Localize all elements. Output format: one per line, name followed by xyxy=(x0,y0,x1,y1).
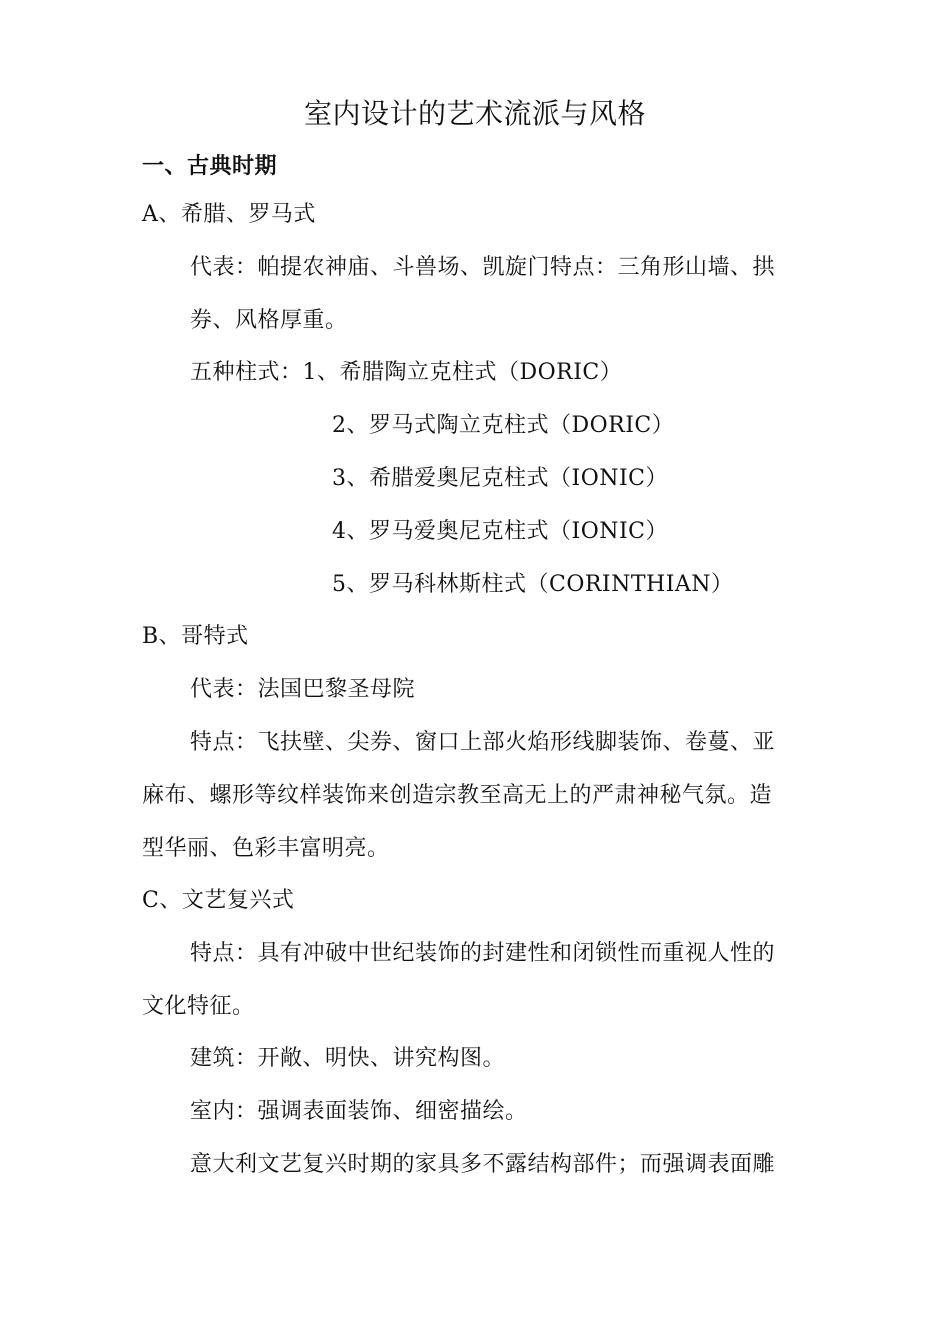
column-order-item: 5、罗马科林斯柱式（CORINTHIAN） xyxy=(332,572,734,597)
column-order-item: 3、希腊爱奥尼克柱式（IONIC） xyxy=(332,466,668,491)
paragraph-line: 麻布、螺形等纹样装饰来创造宗教至高无上的严肃神秘气氛。造 xyxy=(142,783,773,808)
paragraph-line: 文化特征。 xyxy=(142,994,255,1019)
subsection-heading-a: A、希腊、罗马式 xyxy=(142,202,316,227)
column-order-item: 2、罗马式陶立克柱式（DORIC） xyxy=(332,413,675,438)
paragraph-line: 意大利文艺复兴时期的家具多不露结构部件；而强调表面雕 xyxy=(190,1152,776,1177)
paragraph-line: 代表：法国巴黎圣母院 xyxy=(190,677,416,702)
paragraph-line: 特点：飞扶壁、尖券、窗口上部火焰形线脚装饰、卷蔓、亚 xyxy=(190,730,776,755)
paragraph-line: 代表：帕提农神庙、斗兽场、凯旋门特点：三角形山墙、拱 xyxy=(190,255,776,280)
paragraph-line: 券、风格厚重。 xyxy=(190,308,348,333)
column-order-item: 五种柱式：1、希腊陶立克柱式（DORIC） xyxy=(190,360,623,385)
subsection-heading-c: C、文艺复兴式 xyxy=(142,888,295,913)
paragraph-line: 室内：强调表面装饰、细密描绘。 xyxy=(190,1099,528,1124)
paragraph-line: 建筑：开敞、明快、讲究构图。 xyxy=(190,1046,506,1071)
paragraph-line: 特点：具有冲破中世纪装饰的封建性和闭锁性而重视人性的 xyxy=(190,941,776,966)
column-order-item: 4、罗马爱奥尼克柱式（IONIC） xyxy=(332,519,668,544)
paragraph-line: 型华丽、色彩丰富明亮。 xyxy=(142,836,390,861)
subsection-heading-b: B、哥特式 xyxy=(142,624,249,649)
section-heading: 一、古典时期 xyxy=(142,154,278,179)
page-title: 室内设计的艺术流派与风格 xyxy=(303,97,646,130)
